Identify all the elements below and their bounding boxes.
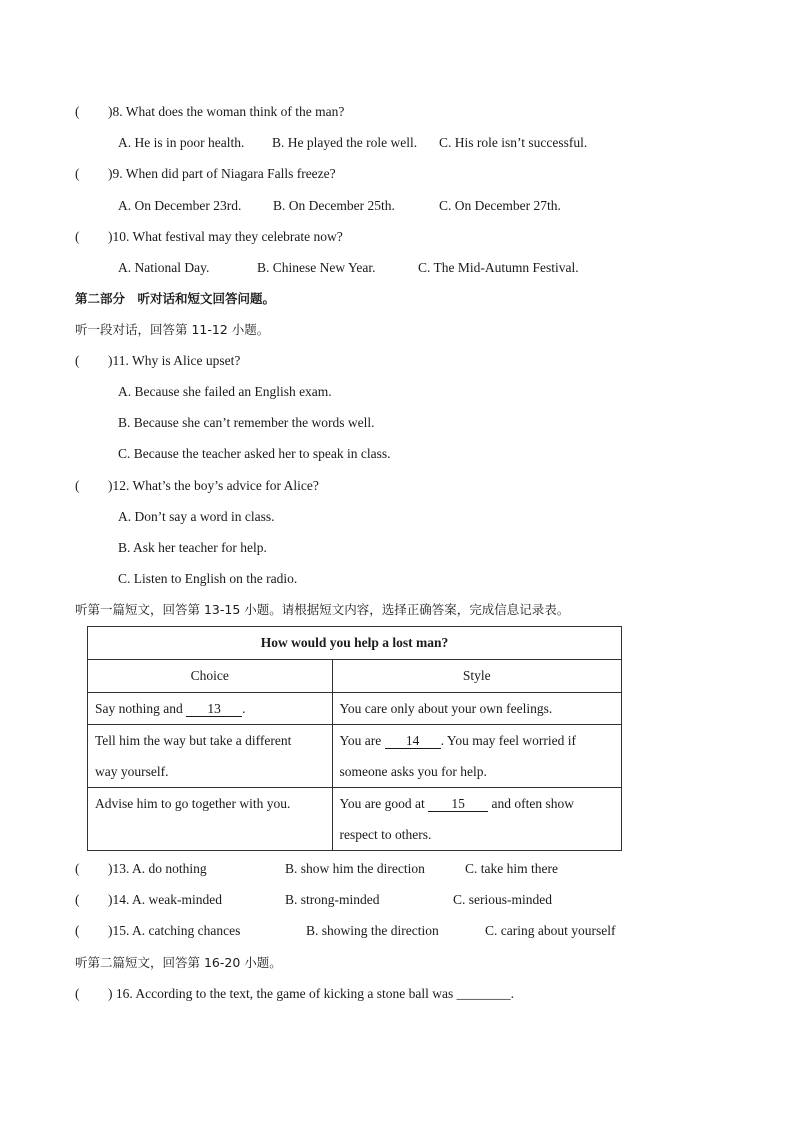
q12-option-c: C. Listen to English on the radio.	[118, 571, 298, 586]
row1-style	[332, 693, 621, 725]
answer-paren-11: (	[75, 353, 80, 368]
q15-option-c: C. caring about yourself	[485, 923, 616, 938]
row3-style	[332, 788, 621, 851]
q14-option-b: B. strong-minded	[285, 892, 380, 907]
question-10: )10. What festival may they celebrate now?	[108, 229, 343, 244]
row3-style-post: and often show	[488, 796, 575, 811]
q9-option-c: C. On December 27th.	[439, 198, 561, 213]
row3-style-line2: respect to others.	[339, 827, 432, 842]
question-13: )13. A. do nothing	[108, 861, 207, 876]
answer-paren-13: (	[75, 861, 80, 876]
answer-paren-9: (	[75, 166, 80, 181]
column-header-choice: Choice	[88, 660, 333, 693]
answer-paren-10: (	[75, 229, 80, 244]
q14-option-c: C. serious-minded	[453, 892, 552, 907]
q13-option-b: B. show him the direction	[285, 861, 425, 876]
row1-choice-end: .	[242, 701, 246, 716]
question-15: )15. A. catching chances	[108, 923, 241, 938]
row3-choice-text: Advise him to go together with you.	[95, 796, 291, 811]
q8-option-b: B. He played the role well.	[272, 135, 418, 150]
blank-13: 13	[186, 702, 242, 717]
answer-paren-14: (	[75, 892, 80, 907]
q10-option-c: C. The Mid-Autumn Festival.	[418, 260, 579, 275]
dialogue-intro: 听一段对话，回答第 11-12 小题。	[75, 322, 270, 337]
q10-option-b: B. Chinese New Year.	[257, 260, 376, 275]
row1-choice	[88, 693, 333, 725]
q9-option-b: B. On December 25th.	[273, 198, 395, 213]
row2-choice-line1: Tell him the way but take a different	[95, 733, 292, 748]
table-title: How would you help a lost man?	[88, 627, 622, 660]
info-record-table	[87, 626, 622, 851]
q11-option-c: C. Because the teacher asked her to speak in class.	[118, 446, 391, 461]
row2-style-line2: someone asks you for help.	[339, 764, 487, 779]
passage1-intro: 听第一篇短文，回答第 13-15 小题。请根据短文内容，选择正确答案，完成信息记录表。	[75, 602, 570, 617]
table-row	[88, 693, 622, 725]
question-14: )14. A. weak-minded	[108, 892, 222, 907]
question-11: )11. Why is Alice upset?	[108, 353, 241, 368]
q13-option-c: C. take him there	[465, 861, 558, 876]
q12-option-b: B. Ask her teacher for help.	[118, 540, 267, 555]
q9-option-a: A. On December 23rd.	[118, 198, 242, 213]
q11-option-b: B. Because she can’t remember the words well.	[118, 415, 375, 430]
table-row	[88, 788, 622, 851]
answer-paren-12: (	[75, 478, 80, 493]
passage2-intro: 听第二篇短文，回答第 16-20 小题。	[75, 955, 282, 970]
answer-paren-16: (	[75, 986, 80, 1001]
q15-option-b: B. showing the direction	[306, 923, 439, 938]
question-9: )9. When did part of Niagara Falls freeze?	[108, 166, 336, 181]
q8-option-a: A. He is in poor health.	[118, 135, 245, 150]
q10-option-a: A. National Day.	[118, 260, 210, 275]
table-row	[88, 725, 622, 788]
row2-style	[332, 725, 621, 788]
row2-choice	[88, 725, 333, 788]
row2-choice-line2: way yourself.	[95, 764, 169, 779]
answer-paren-15: (	[75, 923, 80, 938]
row2-style-post: . You may feel worried if	[440, 733, 577, 748]
question-8: )8. What does the woman think of the man?	[108, 104, 345, 119]
row1-choice-text: Say nothing and	[95, 701, 187, 716]
row2-style-pre: You are	[339, 733, 385, 748]
blank-15: 15	[428, 797, 488, 812]
question-16-text: ) 16. According to the text, the game of kicking a stone ball was	[108, 986, 454, 1001]
q8-option-c: C. His role isn’t successful.	[439, 135, 588, 150]
q11-option-a: A. Because she failed an English exam.	[118, 384, 332, 399]
blank-14: 14	[385, 734, 441, 749]
part2-heading: 第二部分 听对话和短文回答问题。	[75, 291, 276, 306]
row3-style-pre: You are good at	[339, 796, 429, 811]
answer-paren-8: (	[75, 104, 80, 119]
row1-style-text: You care only about your own feelings.	[339, 701, 553, 716]
question-16-blank: ________	[456, 986, 511, 1001]
question-16-end: .	[510, 986, 515, 1001]
row3-choice	[88, 788, 333, 851]
question-16	[108, 986, 514, 1002]
q12-option-a: A. Don’t say a word in class.	[118, 509, 275, 524]
question-12: )12. What’s the boy’s advice for Alice?	[108, 478, 319, 493]
column-header-style: Style	[332, 660, 621, 693]
